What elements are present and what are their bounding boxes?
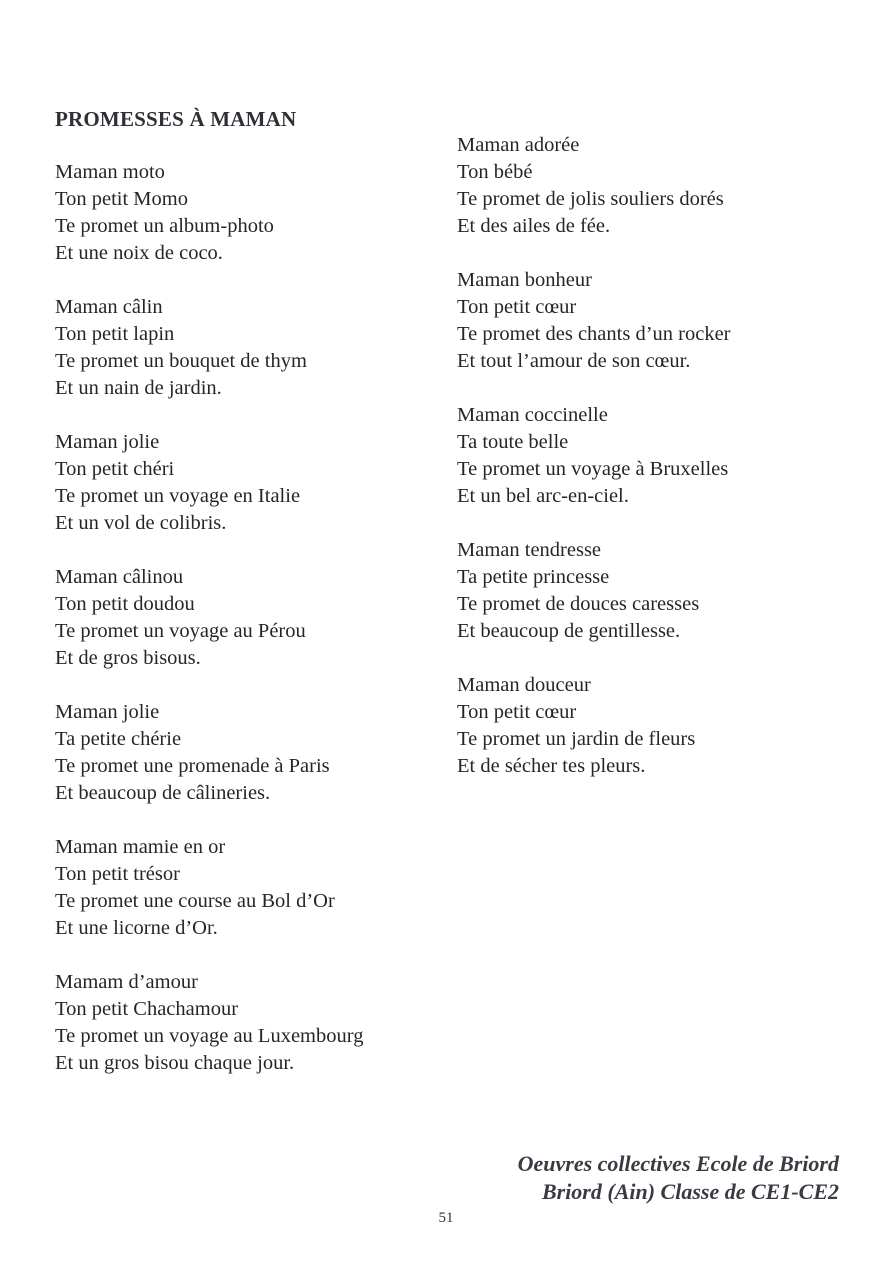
poem-line: Et un vol de colibris. [55,512,227,534]
author-credit [518,1150,839,1206]
poem-line: Te promet une course au Bol d’Or [55,890,335,912]
stanza [457,672,847,780]
poem-line: Et de sécher tes pleurs. [457,755,646,777]
poem-line: Te promet un voyage à Bruxelles [457,458,729,480]
stanza [457,402,847,510]
stanza [55,969,445,1077]
poem-line: Ton petit chéri [55,458,175,480]
stanza [457,132,847,240]
poem-line: Mamam d’amour [55,971,198,993]
poem-line: Maman jolie [55,431,160,453]
poem-line: Ton petit Chachamour [55,998,239,1020]
poem-line: Maman jolie [55,701,160,723]
poem-line: Maman tendresse [457,539,602,561]
poem-line: Maman coccinelle [457,404,608,426]
poem-line: Ton petit Momo [55,188,188,210]
poem-line: Te promet un voyage en Italie [55,485,301,507]
poem-line: Ton petit lapin [55,323,175,345]
page-number: 51 [438,1210,454,1226]
poem-line: Te promet un jardin de fleurs [457,728,696,750]
stanza [55,699,445,807]
credit-school: Oeuvres collectives Ecole de Briord [517,1151,839,1176]
poem-line: Et beaucoup de câlineries. [55,782,271,804]
stanza [55,159,445,267]
poem-line: Te promet un album-photo [55,215,274,237]
poem-line: Maman mamie en or [55,836,226,858]
poem-line: Et des ailes de fée. [457,215,611,237]
poem-line: Te promet des chants d’un rocker [457,323,731,345]
poem-line: Maman moto [55,161,165,183]
poem-line: Te promet un bouquet de thym [55,350,307,372]
poem-line: Te promet une promenade à Paris [55,755,330,777]
poem-line: Te promet un voyage au Luxembourg [55,1025,364,1047]
poem-line: Maman bonheur [457,269,592,291]
poem-line: Et tout l’amour de son cœur. [457,350,691,372]
stanza [457,267,847,375]
poem-line: Ton petit cœur [457,296,577,318]
poem-line: Maman douceur [457,674,591,696]
poem-line: Et un gros bisou chaque jour. [55,1052,295,1074]
poem-line: Ton bébé [457,161,533,183]
poem-line: Maman adorée [457,134,580,156]
stanza [55,429,445,537]
poem-line: Te promet un voyage au Pérou [55,620,306,642]
poem-column-right [457,132,847,807]
poem-line: Ton petit trésor [55,863,180,885]
poem-line: Et un nain de jardin. [55,377,222,399]
poem-line: Et beaucoup de gentillesse. [457,620,681,642]
poem-column-left [55,159,445,1104]
poem-line: Ta petite chérie [55,728,182,750]
poem-line: Et une licorne d’Or. [55,917,218,939]
poem-line: Maman câlin [55,296,163,318]
poem-line: Te promet de douces caresses [457,593,700,615]
poem-line: Te promet de jolis souliers dorés [457,188,724,210]
poem-line: Ta petite princesse [457,566,610,588]
poem-line: Et un bel arc-en-ciel. [457,485,629,507]
poem-line: Ton petit doudou [55,593,195,615]
credit-class: Briord (Ain) Classe de CE1-CE2 [541,1179,839,1204]
stanza [55,834,445,942]
stanza [457,537,847,645]
poem-line: Maman câlinou [55,566,184,588]
stanza [55,294,445,402]
poem-line: Et de gros bisous. [55,647,201,669]
stanza [55,564,445,672]
poem-line: Ton petit cœur [457,701,577,723]
poem-line: Ta toute belle [457,431,569,453]
poem-title: PROMESSES À MAMAN [55,107,297,131]
poem-line: Et une noix de coco. [55,242,223,264]
